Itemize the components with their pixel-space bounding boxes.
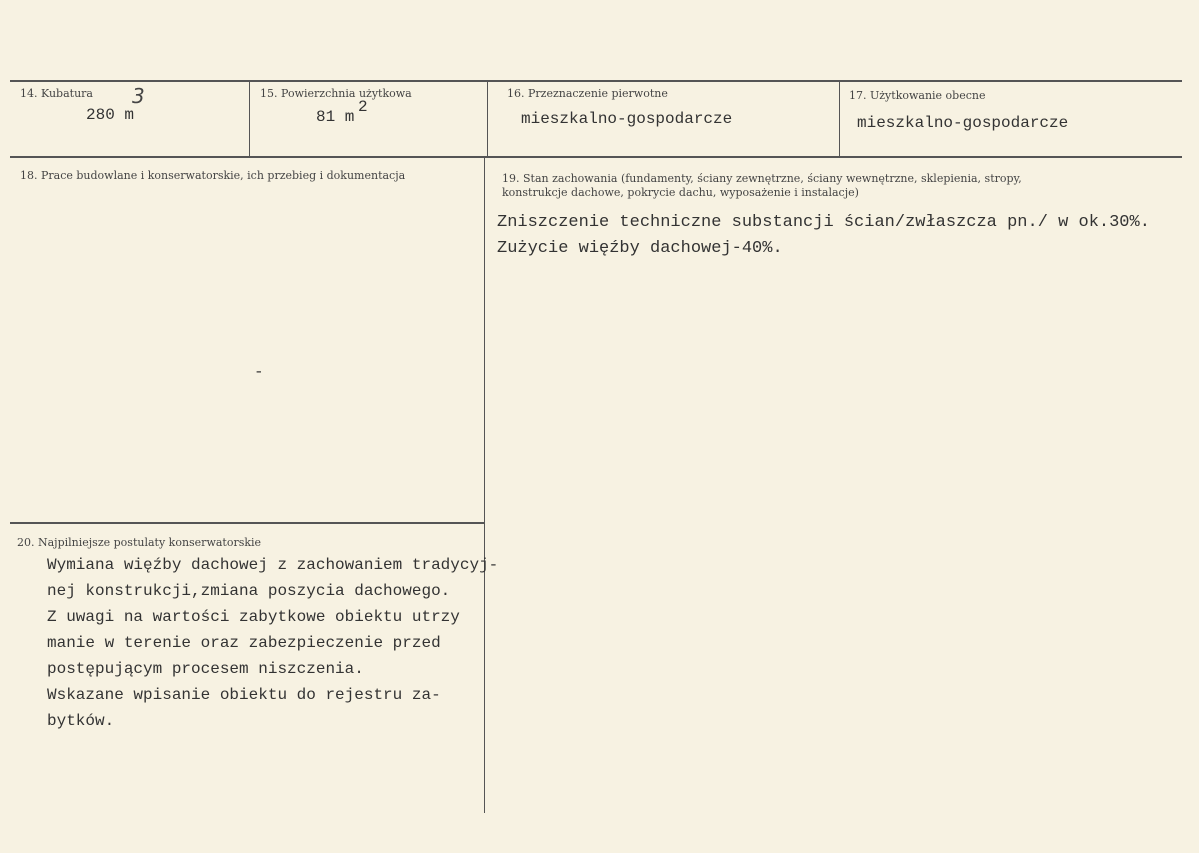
col-divider-3 [839,80,840,156]
stan-line: Zniszczenie techniczne substancji ścian/zwłaszcza pn./ w ok.30%. [497,213,1150,232]
postulaty-line: manie w terenie oraz zabezpieczenie przed [47,634,441,652]
prace-value: - [254,363,264,381]
uzytkowanie-label: 17. Użytkowanie obecne [849,89,986,102]
przeznaczenie-label: 16. Przeznaczenie pierwotne [507,87,668,100]
postulaty-label: 20. Najpilniejsze postulaty konserwatorskie [17,536,262,549]
postulaty-line: Z uwagi na wartości zabytkowe obiektu utrzy [47,608,460,626]
stan-label-line2: konstrukcje dachowe, pokrycie dachu, wyposażenie i instalacje) [502,186,859,199]
stan-label-line1: 19. Stan zachowania (fundamenty, ściany zewnętrzne, ściany wewnętrzne, sklepienia, stropy, [502,172,1022,185]
postulaty-line: nej konstrukcji,zmiana poszycia dachowego. [47,582,451,600]
postulaty-line: postępującym procesem niszczenia. [47,660,364,678]
kubatura-exponent: 3 [132,84,145,108]
row-divider [10,156,1182,158]
top-border [10,80,1182,82]
powierzchnia-value: 81 m [316,108,355,126]
powierzchnia-exponent: 2 [358,98,368,116]
postulaty-line: bytków. [47,712,115,730]
kubatura-label: 14. Kubatura [20,87,93,100]
przeznaczenie-value: mieszkalno-gospodarcze [521,110,733,128]
col-divider-2 [487,80,488,156]
powierzchnia-label: 15. Powierzchnia użytkowa [260,87,412,100]
col-divider-1 [249,80,250,156]
stan-line: Zużycie więźby dachowej-40%. [497,239,783,258]
kubatura-value: 280 m [86,106,135,124]
section-20-divider [10,522,484,524]
postulaty-line: Wskazane wpisanie obiektu do rejestru za- [47,686,441,704]
postulaty-line: Wymiana więźby dachowej z zachowaniem tradycyj- [47,556,499,574]
postulaty-text [47,556,498,738]
stan-text [497,213,1150,265]
uzytkowanie-value: mieszkalno-gospodarcze [857,114,1069,132]
prace-label: 18. Prace budowlane i konserwatorskie, ich przebieg i dokumentacja [20,169,406,182]
